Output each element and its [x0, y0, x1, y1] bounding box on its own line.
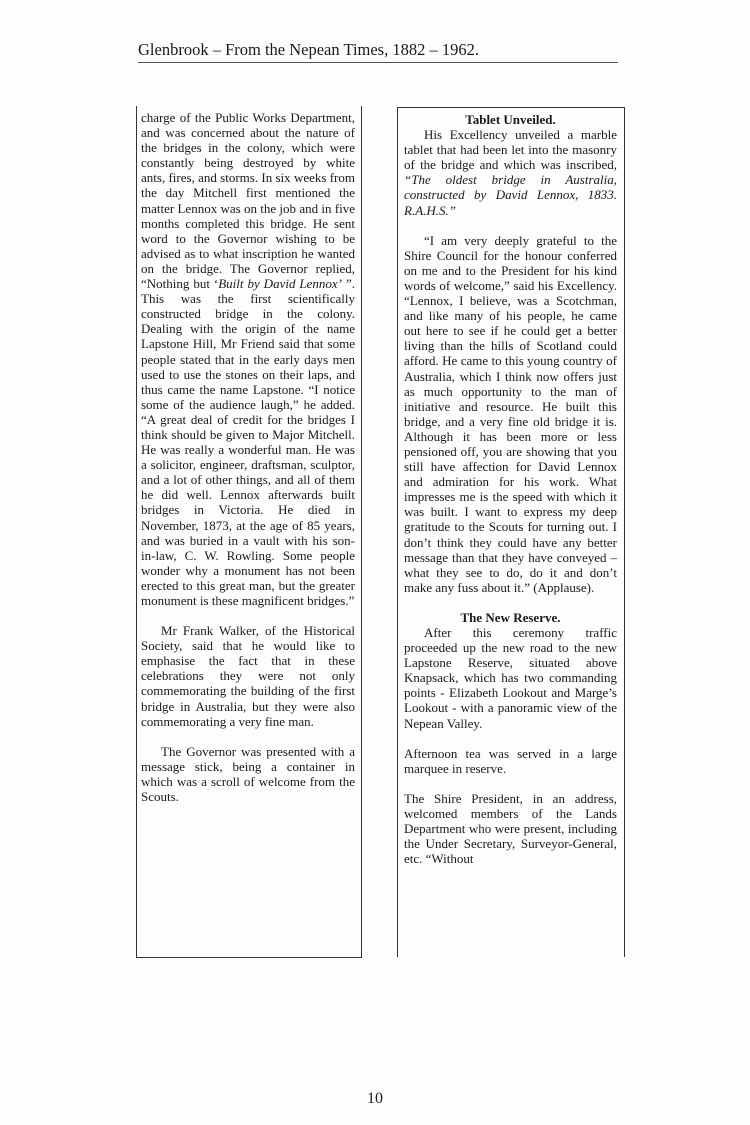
- right-paragraph-4: Afternoon tea was served in a large marquee in reserve.: [404, 745, 617, 776]
- left-paragraph-1-text: charge of the Public Works Department, and was concerned about the nature of the bridges in the colony, which were constantly being destroyed by white ants, fires, and storms. In six weeks from the day Mitchell first mentioned the matter Lennox was on the job and in five months completed this bridge. He sent word to the Governor wishing to be advised as to what inscription he wanted on the bridge. The Governor replied, “Nothing but ‘: [141, 110, 355, 292]
- right-paragraph-2: “I am very deeply grateful to the Shire Council for the honour conferred on me and to the President for his kind words of welcome,” said his Excellency. “Lennox, I believe, was a Scotchman, and like many of his people, he came out here to see if he could get a better living than the hills of Scotland could afford. He came to this young country of Australia, which I think now offers just as much opportunity to the man of initiative and resource. He built this bridge, and a very fine old bridge it is. Although it has been more or less pensioned off, you are showing that you still have affection for David Lennox and admiration for his work. What impresses me is the speed with which it was built. I want to express my deep gratitude to the Scouts for turning out. I don’t think they could have any better message than that they have conveyed – what they see to do, do it and don’t make any fuss about it.” (Applause).: [404, 232, 617, 595]
- left-paragraph-3: The Governor was presented with a message stick, being a container in which was a scroll of welcome from the Scouts.: [141, 743, 355, 805]
- page-number: 10: [367, 1090, 383, 1107]
- left-column: [136, 106, 362, 958]
- left-paragraph-2: Mr Frank Walker, of the Historical Society, said that he would like to emphasise the fact that in these celebrations they were not only commemorating the building of the first bridge in Australia, but they were also commemorating a very fine man.: [141, 623, 355, 729]
- tablet-inscription: “The oldest bridge in Australia, constructed by David Lennox, 1833. R.A.H.S.”: [404, 172, 617, 218]
- inscription-quote: Built by David Lennox’: [218, 276, 343, 292]
- right-paragraph-1-text: His Excellency unveiled a marble tablet that had been let into the masonry of the bridge and which was inscribed,: [404, 127, 617, 173]
- right-column: [397, 107, 625, 957]
- section-heading-new-reserve: The New Reserve.: [460, 609, 561, 625]
- left-paragraph-1-continued: ”. This was the first scientifically constructed bridge in the colony. Dealing with the origin of the name Lapstone Hill, Mr Friend said that some people stated that in the early days men used to use the stones on their laps, and thus came the name Lapstone. “I notice some of the audience laugh,” he added. “A great deal of credit for the bridges I think should be given to Major Mitchell. He was really a wonderful man. He was a solicitor, engineer, draftsman, sculptor, and a lot of other things, and all of them he did well. Lennox afterwards built bridges in Victoria. He died in November, 1873, at the age of 85 years, and was buried in a vault with his son-in-law, C. W. Rowling. Some people wonder why a monument has not been erected to this great man, but the greater monument is these magnificent bridges.”: [141, 276, 355, 608]
- section-heading-tablet-unveiled: Tablet Unveiled.: [465, 112, 556, 127]
- right-paragraph-5: The Shire President, in an address, welcomed members of the Lands Department who were present, including the Under Secretary, Surveyor-General, etc. “Without: [404, 790, 617, 867]
- right-paragraph-3: After this ceremony traffic proceeded up the new road to the new Lapstone Reserve, situated above Knapsack, which has two commanding points - Elizabeth Lookout and Marge’s Lookout - with a panoramic view of the Nepean Valley.: [404, 625, 617, 731]
- running-header: Glenbrook – From the Nepean Times, 1882 – 1962.: [138, 40, 618, 63]
- right-paragraph-1: [404, 127, 617, 218]
- left-paragraph-1: [141, 110, 355, 608]
